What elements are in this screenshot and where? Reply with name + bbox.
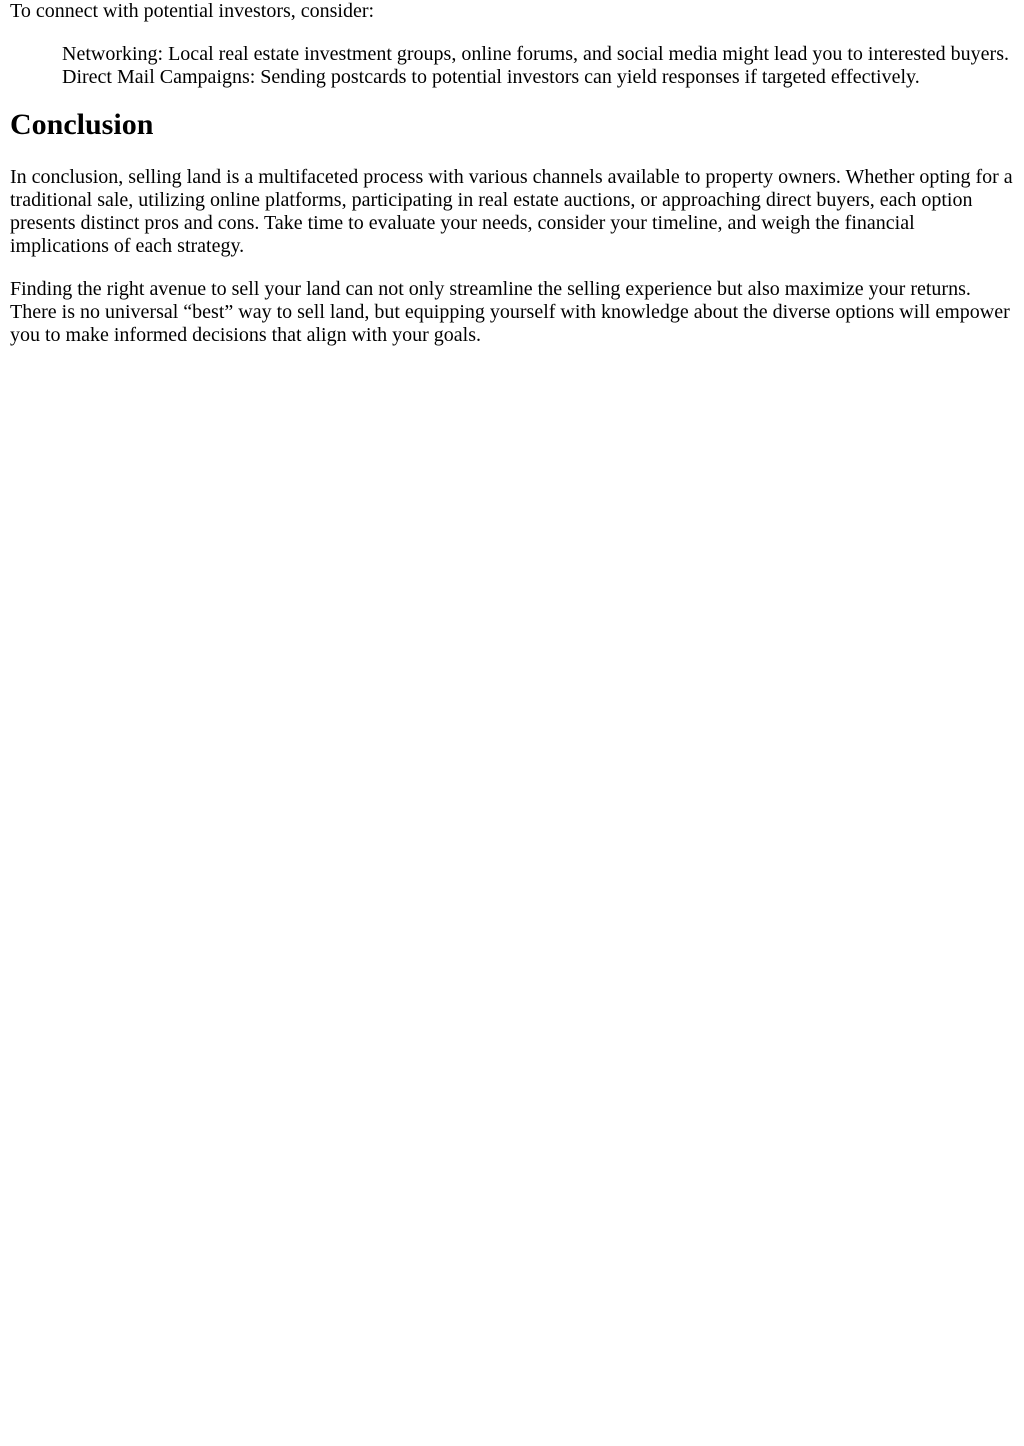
- investor-tips-quote: [62, 43, 1014, 89]
- intro-text: To connect with potential investors, consider:: [10, 0, 375, 22]
- conclusion-paragraph-2: Finding the right avenue to sell your land can not only streamline the selling experience but also maximize your returns. There is no universal “best” way to sell land, but equipping yourself with knowledge about the diverse options will empower you to make informed decisions that align with your goals.: [10, 278, 1010, 346]
- investor-tips-text: Networking: Local real estate investment groups, online forums, and social media might lead you to interested buyers. Direct Mail Campaigns: Sending postcards to potential investors can yield responses if targeted effectively.: [62, 43, 1009, 88]
- conclusion-paragraph-1: In conclusion, selling land is a multifaceted process with various channels available to property owners. Whether opting for a traditional sale, utilizing online platforms, participating in real estate auctions, or approaching direct buyers, each option presents distinct pros and cons. Take time to evaluate your needs, consider your timeline, and weigh the financial implications of each strategy.: [10, 166, 1013, 257]
- conclusion-heading: Conclusion: [10, 108, 154, 141]
